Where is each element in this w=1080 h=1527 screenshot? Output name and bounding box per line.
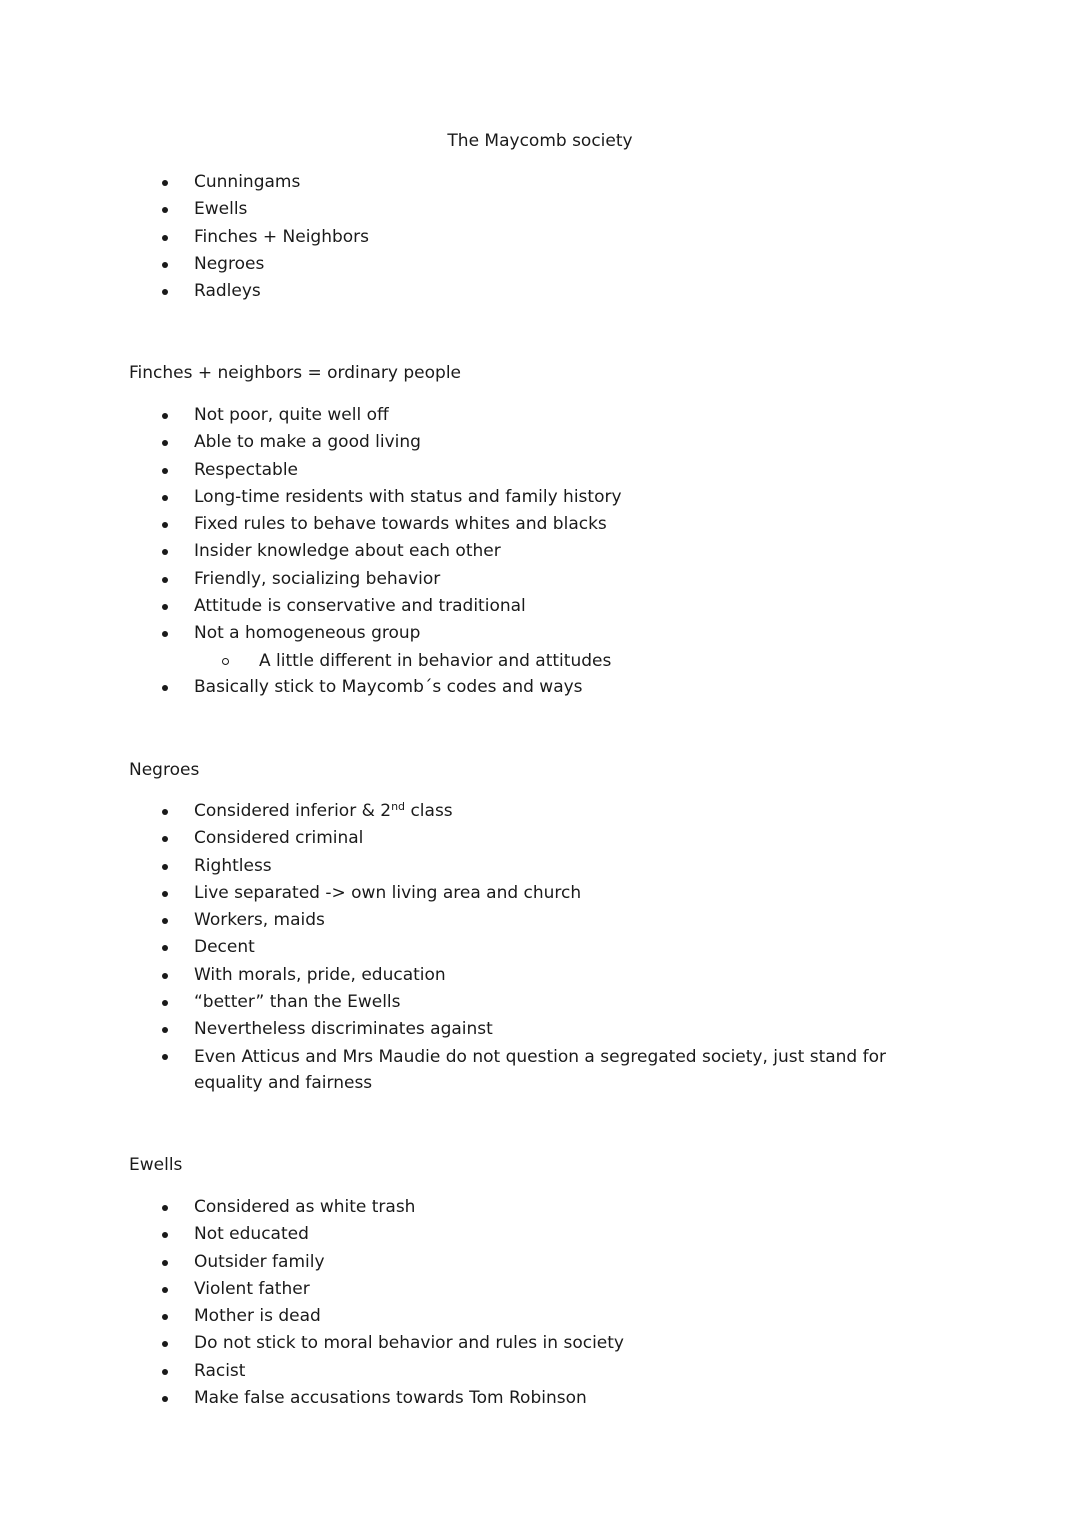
list-item: Violent father: [0, 1276, 1080, 1303]
negroes-heading: Negroes: [129, 760, 200, 780]
list-item: Do not stick to moral behavior and rules in society: [0, 1330, 1080, 1357]
list-item: Considered as white trash: [0, 1194, 1080, 1221]
ewells-list: [0, 1194, 1080, 1412]
list-item: Decent: [0, 934, 1080, 961]
list-item: Insider knowledge about each other: [0, 538, 1080, 565]
list-item: Attitude is conservative and traditional: [0, 593, 1080, 620]
list-item: Able to make a good living: [0, 429, 1080, 456]
list-item: Radleys: [0, 278, 1080, 305]
list-item: Even Atticus and Mrs Maudie do not question a segregated society, just stand for equality and fairness: [0, 1044, 1080, 1096]
list-item: Considered criminal: [0, 825, 1080, 852]
finches-sublist: [194, 648, 930, 674]
list-item: Workers, maids: [0, 907, 1080, 934]
list-item: Long-time residents with status and family history: [0, 484, 1080, 511]
sublist-item: A little different in behavior and attitudes: [194, 648, 930, 674]
list-item: Friendly, socializing behavior: [0, 566, 1080, 593]
ewells-heading: Ewells: [129, 1155, 183, 1175]
list-item-with-sublist: [0, 620, 1080, 673]
list-item: Live separated -> own living area and church: [0, 880, 1080, 907]
ordinal-suffix: nd: [391, 800, 406, 813]
list-item: Rightless: [0, 853, 1080, 880]
list-item-label: Not a homogeneous group: [194, 623, 421, 644]
list-item: “better” than the Ewells: [0, 989, 1080, 1016]
list-item: Basically stick to Maycomb´s codes and ways: [0, 674, 1080, 701]
finches-list: [0, 402, 1080, 701]
page-title: The Maycomb society: [447, 131, 633, 151]
list-item: [0, 798, 1080, 825]
list-item: Ewells: [0, 196, 1080, 223]
list-item: Negroes: [0, 251, 1080, 278]
list-item: Finches + Neighbors: [0, 224, 1080, 251]
list-item-text: Considered inferior & 2: [194, 801, 392, 821]
list-item: Racist: [0, 1358, 1080, 1385]
list-item: Fixed rules to behave towards whites and blacks: [0, 511, 1080, 538]
list-item: Outsider family: [0, 1249, 1080, 1276]
list-item: Cunningams: [0, 169, 1080, 196]
list-item: With morals, pride, education: [0, 962, 1080, 989]
negroes-list: [0, 798, 1080, 1096]
finches-heading: Finches + neighbors = ordinary people: [129, 363, 462, 383]
groups-list: [0, 169, 1080, 305]
list-item: Not poor, quite well off: [0, 402, 1080, 429]
list-item-text-end: class: [405, 801, 453, 821]
list-item: Not educated: [0, 1221, 1080, 1248]
list-item: Mother is dead: [0, 1303, 1080, 1330]
list-item: Respectable: [0, 457, 1080, 484]
list-item: Make false accusations towards Tom Robinson: [0, 1385, 1080, 1412]
list-item: Nevertheless discriminates against: [0, 1016, 1080, 1043]
